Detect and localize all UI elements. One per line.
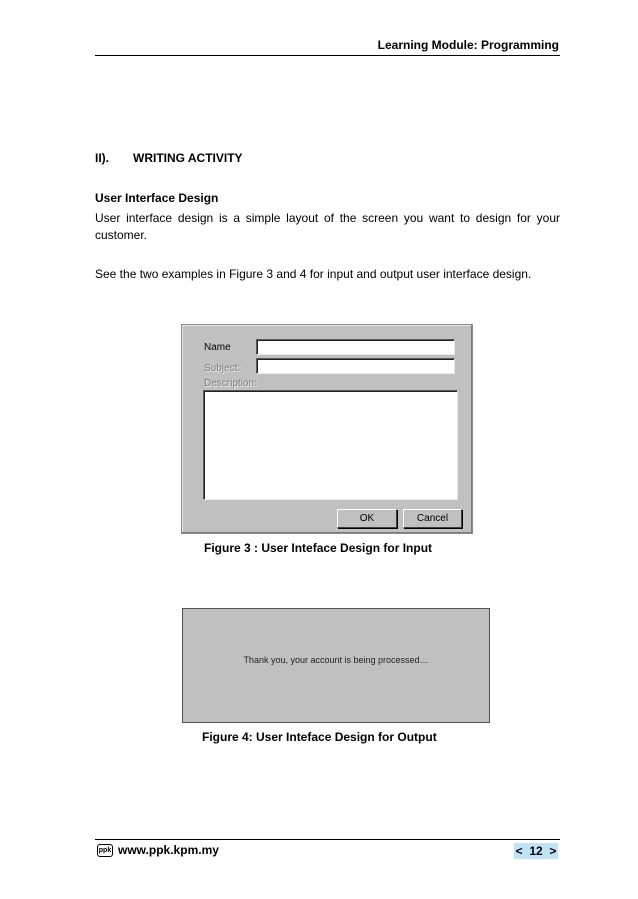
- cancel-button[interactable]: Cancel: [403, 509, 462, 528]
- input-dialog-figure: [181, 324, 473, 534]
- header-title: Learning Module: Programming: [377, 38, 559, 52]
- ok-button[interactable]: OK: [337, 509, 397, 528]
- figure4-caption: Figure 4: User Inteface Design for Output: [202, 730, 437, 744]
- description-textarea[interactable]: [203, 390, 458, 500]
- paragraph: User interface design is a simple layout of the screen you want to design for your customer.: [95, 211, 560, 242]
- paragraph: See the two examples in Figure 3 and 4 for input and output user interface design.: [95, 267, 532, 281]
- description-label: Description:: [204, 378, 257, 389]
- section-heading: [95, 151, 243, 165]
- output-message: Thank you, your account is being processed…: [243, 655, 429, 665]
- page-number-badge: [514, 843, 558, 859]
- subheading: User Interface Design: [95, 191, 219, 205]
- header-divider: [95, 55, 560, 56]
- page-suffix: >: [549, 844, 557, 858]
- section-number: II).: [95, 151, 109, 165]
- page-prefix: <: [515, 844, 523, 858]
- page-number: 12: [529, 844, 543, 858]
- output-dialog-figure: [182, 608, 490, 723]
- figure3-caption: Figure 3 : User Inteface Design for Input: [204, 541, 433, 555]
- ppk-logo-icon: ppk: [97, 844, 113, 857]
- name-field[interactable]: [256, 339, 455, 355]
- footer-divider: [95, 839, 560, 840]
- subject-label: Subject:: [204, 363, 241, 374]
- name-label: Name: [204, 342, 231, 353]
- section-title: WRITING ACTIVITY: [133, 151, 243, 165]
- subject-field[interactable]: [256, 358, 455, 374]
- footer-url[interactable]: www.ppk.kpm.my: [118, 843, 219, 857]
